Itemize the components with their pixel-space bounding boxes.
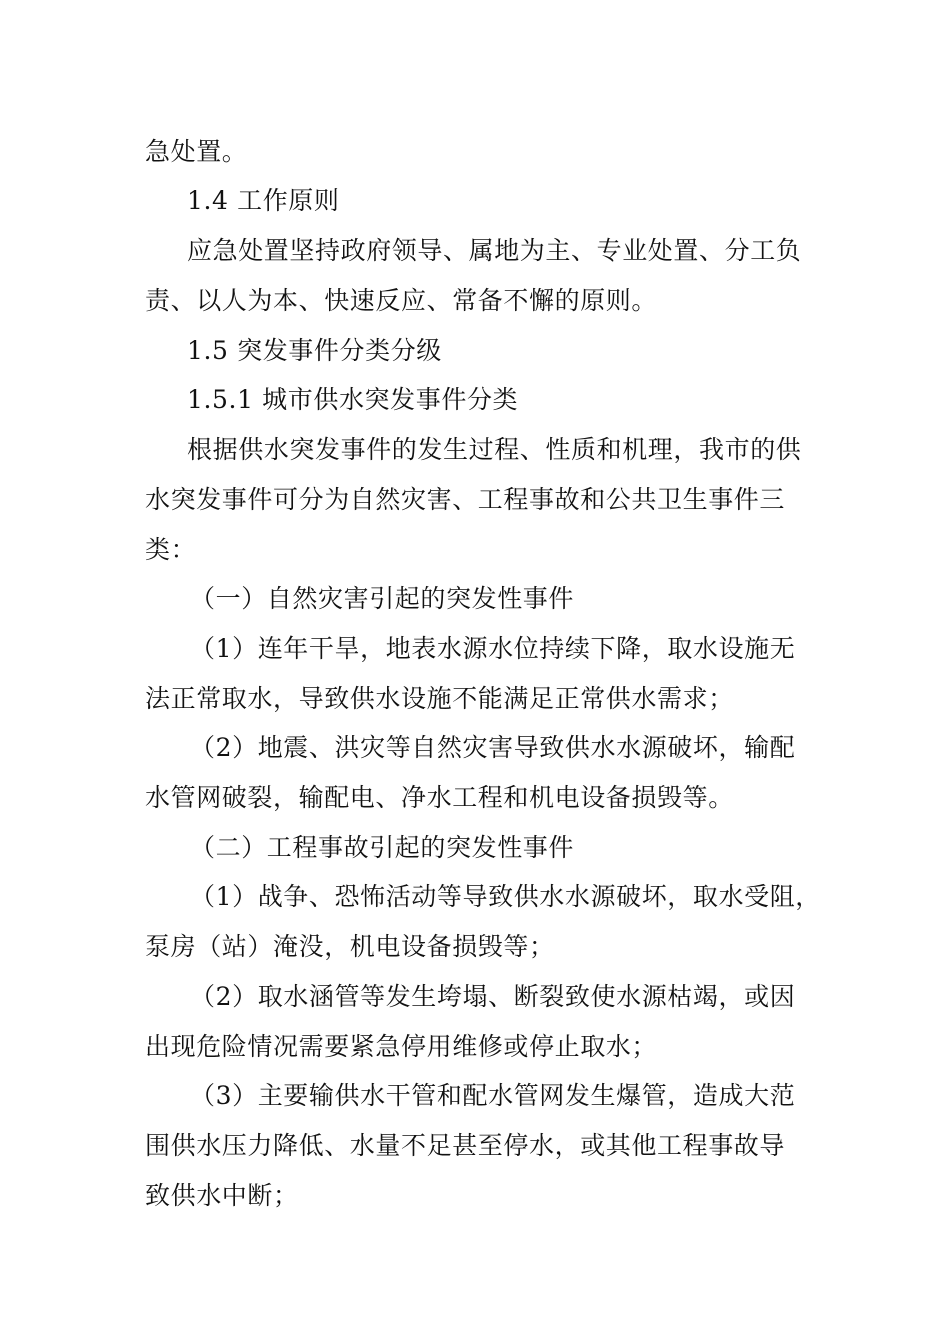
- paragraph-line: 责、以人为本、快速反应、常备不懈的原则。: [145, 286, 658, 315]
- list-item-line: （3）主要输供水干管和配水管网发生爆管，造成大范: [190, 1081, 796, 1110]
- list-item-line: 致供水中断；: [145, 1181, 299, 1210]
- list-item-line: 水管网破裂，输配电、净水工程和机电设备损毁等。: [145, 783, 734, 812]
- list-item-line: 围供水压力降低、水量不足甚至停水，或其他工程事故导: [145, 1131, 786, 1160]
- paragraph-line: 应急处置坚持政府领导、属地为主、专业处置、分工负: [187, 236, 802, 265]
- section-heading-1-4: 1.4 工作原则: [187, 186, 340, 215]
- subsection-heading-natural-disaster: （一）自然灾害引起的突发性事件: [190, 584, 575, 613]
- list-item-line: 法正常取水，导致供水设施不能满足正常供水需求；: [145, 684, 734, 713]
- list-item-line: （2）地震、洪灾等自然灾害导致供水水源破坏，输配: [190, 733, 796, 762]
- section-heading-1-5-1: 1.5.1 城市供水突发事件分类: [187, 385, 519, 414]
- list-item-line: （1）战争、恐怖活动等导致供水水源破坏，取水受阻，: [190, 882, 821, 911]
- list-item-line: （2）取水涵管等发生垮塌、断裂致使水源枯竭，或因: [190, 982, 796, 1011]
- paragraph-line: 根据供水突发事件的发生过程、性质和机理，我市的供: [187, 435, 802, 464]
- paragraph-line: 水突发事件可分为自然灾害、工程事故和公共卫生事件三: [145, 485, 786, 514]
- list-item-line: （1）连年干旱，地表水源水位持续下降，取水设施无: [190, 634, 796, 663]
- paragraph-line: 类：: [145, 535, 197, 564]
- section-heading-1-5: 1.5 突发事件分类分级: [187, 336, 442, 365]
- subsection-heading-engineering-accident: （二）工程事故引起的突发性事件: [190, 833, 575, 862]
- list-item-line: 出现危险情况需要紧急停用维修或停止取水；: [145, 1032, 658, 1061]
- list-item-line: 泵房（站）淹没，机电设备损毁等；: [145, 932, 555, 961]
- paragraph-line: 急处置。: [145, 137, 248, 166]
